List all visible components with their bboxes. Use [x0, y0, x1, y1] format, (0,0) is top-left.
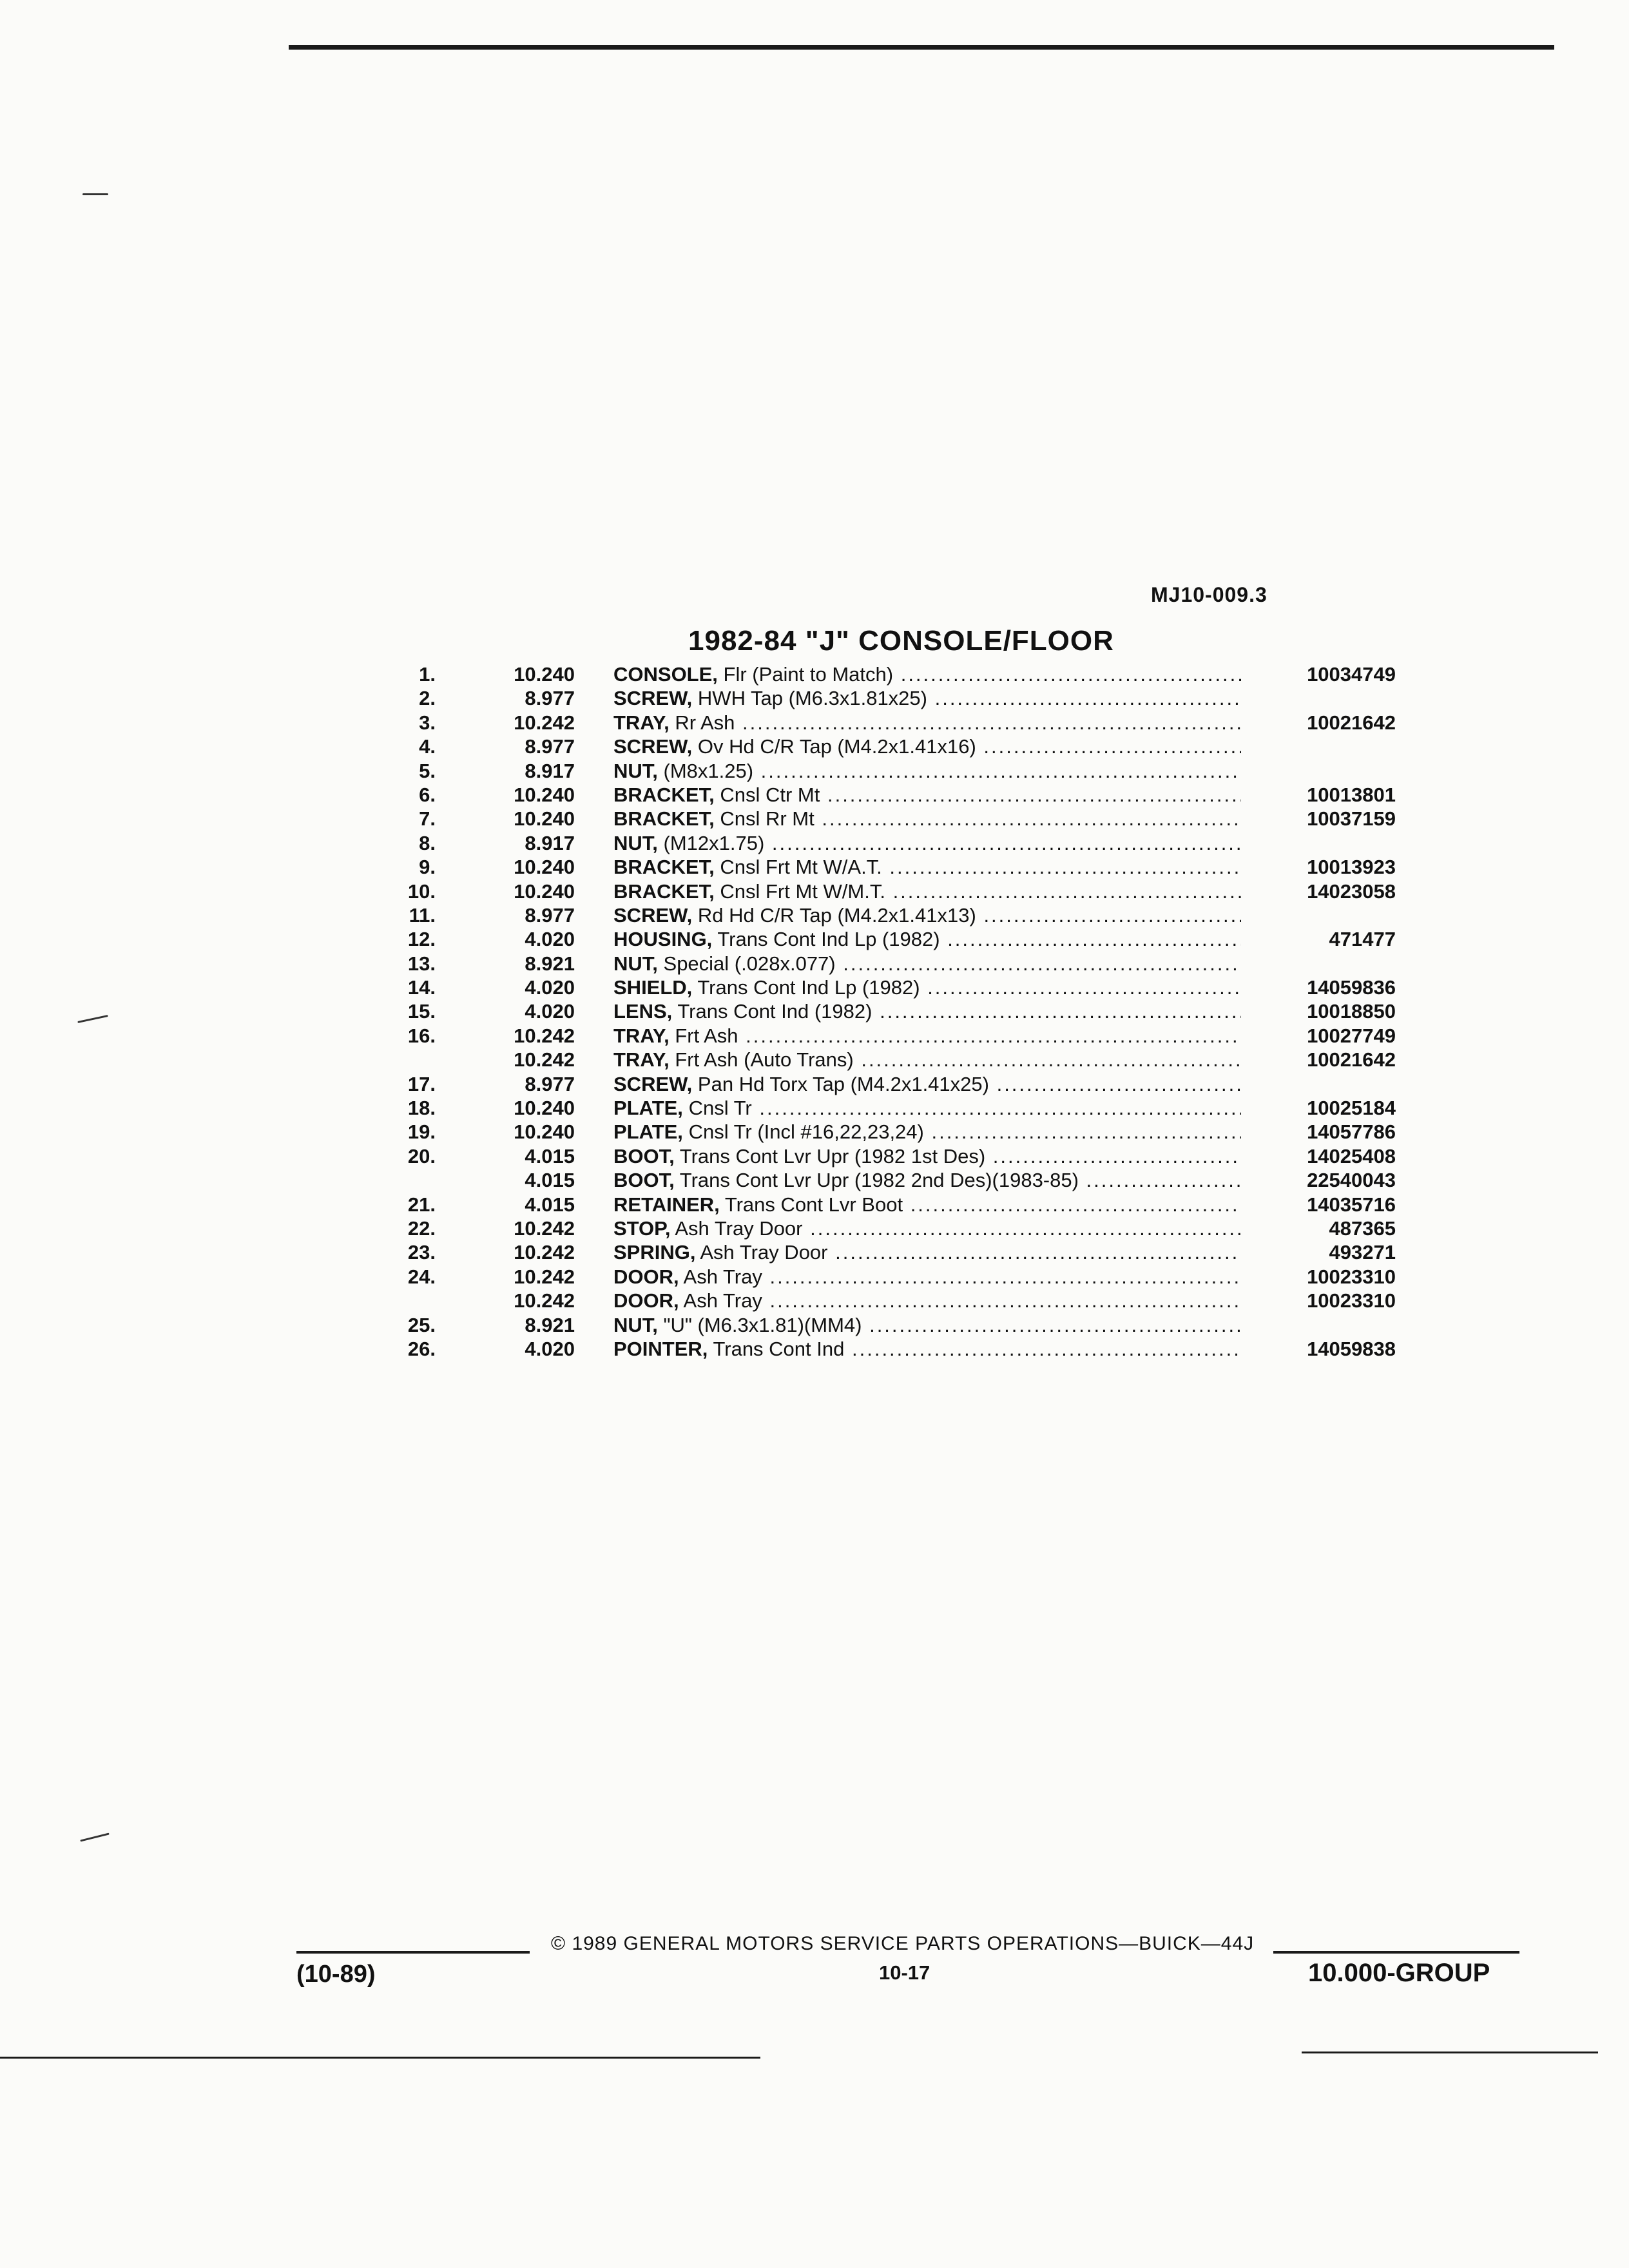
part-number: 10018850: [1307, 1000, 1396, 1023]
part-row: [387, 711, 1396, 735]
part-description: [613, 735, 1241, 758]
part-description: [613, 783, 1241, 807]
item-number: 8.: [419, 831, 436, 854]
part-row: [387, 1193, 1396, 1216]
part-name: SCREW,: [613, 735, 693, 758]
part-description: [613, 759, 1241, 783]
part-name: HOUSING,: [613, 928, 713, 951]
item-number: 26.: [407, 1337, 436, 1360]
item-number: 4.: [419, 735, 436, 758]
part-name: DOOR,: [613, 1289, 679, 1312]
item-number: 5.: [419, 759, 436, 782]
part-name: NUT,: [613, 831, 658, 854]
part-detail: Trans Cont Ind (1982): [677, 1000, 872, 1023]
group-code: 10.240: [514, 783, 575, 806]
group-code: 4.020: [525, 928, 575, 951]
part-description: [613, 1193, 1241, 1216]
part-description: [613, 1289, 1241, 1312]
group-code: 4.020: [525, 1337, 575, 1360]
group-code: 4.020: [525, 976, 575, 999]
part-name: POINTER,: [613, 1337, 708, 1360]
group-code: 10.240: [514, 807, 575, 831]
part-name: STOP,: [613, 1216, 671, 1240]
part-row: [387, 831, 1396, 855]
part-detail: Trans Cont Lvr Upr (1982 1st Des): [679, 1144, 986, 1168]
group-code: 4.015: [525, 1144, 575, 1168]
part-name: NUT,: [613, 952, 658, 975]
group-code: 10.240: [514, 856, 575, 879]
item-number: 19.: [407, 1120, 436, 1144]
part-description: [613, 1072, 1241, 1096]
part-number: 14059836: [1307, 976, 1396, 999]
group-code: 10.242: [514, 1289, 575, 1312]
part-number: 10013801: [1307, 783, 1396, 806]
bottom-rule-right: [1302, 2052, 1598, 2053]
part-row: [387, 879, 1396, 903]
part-description: [613, 879, 1241, 903]
item-number: 22.: [407, 1216, 436, 1240]
part-detail: Rd Hd C/R Tap (M4.2x1.41x13): [697, 903, 976, 927]
part-name: BRACKET,: [613, 879, 715, 903]
item-number: 12.: [407, 928, 436, 951]
part-description: [613, 1313, 1241, 1337]
part-row: [387, 975, 1396, 999]
part-name: BRACKET,: [613, 856, 715, 879]
part-name: PLATE,: [613, 1120, 683, 1144]
group-code: 10.240: [514, 879, 575, 903]
group-code: 10.242: [514, 711, 575, 734]
part-name: BOOT,: [613, 1169, 675, 1192]
part-description: [613, 1024, 1241, 1048]
item-number: 2.: [419, 687, 436, 710]
edge-mark: [82, 193, 108, 195]
part-detail: Cnsl Frt Mt W/M.T.: [720, 879, 885, 903]
part-row: [387, 903, 1396, 927]
part-row: [387, 686, 1396, 710]
part-name: BRACKET,: [613, 807, 715, 831]
part-detail: Ash Tray: [683, 1289, 762, 1312]
part-number: 10027749: [1307, 1024, 1396, 1047]
part-row: [387, 952, 1396, 975]
part-detail: Ash Tray Door: [700, 1241, 828, 1264]
group-code: 8.917: [525, 831, 575, 854]
part-number: 471477: [1329, 928, 1396, 951]
part-description: [613, 1168, 1241, 1192]
part-row: [387, 999, 1396, 1023]
part-row: [387, 1144, 1396, 1168]
part-detail: Cnsl Tr (Incl #16,22,23,24): [688, 1120, 924, 1144]
part-number: 10021642: [1307, 711, 1396, 734]
edge-mark: [80, 1832, 109, 1841]
group-code: 8.917: [525, 759, 575, 782]
part-row: [387, 927, 1396, 951]
item-number: 1.: [419, 663, 436, 686]
part-detail: Trans Cont Ind Lp (1982): [697, 976, 920, 999]
part-row: [387, 1048, 1396, 1072]
part-name: RETAINER,: [613, 1193, 720, 1216]
part-name: BOOT,: [613, 1144, 675, 1168]
part-description: [613, 855, 1241, 879]
part-detail: (M12x1.75): [663, 831, 765, 854]
part-row: [387, 759, 1396, 783]
part-description: [613, 1216, 1241, 1240]
part-row: [387, 1240, 1396, 1264]
part-name: SCREW,: [613, 1072, 693, 1095]
part-description: [613, 927, 1241, 951]
document-reference: MJ10-009.3: [1151, 583, 1268, 606]
part-name: SCREW,: [613, 687, 693, 710]
item-number: 21.: [407, 1193, 436, 1216]
part-name: SCREW,: [613, 903, 693, 927]
part-description: [613, 686, 1241, 710]
item-number: 18.: [407, 1097, 436, 1120]
part-detail: "U" (M6.3x1.81)(MM4): [663, 1313, 862, 1336]
part-number: 10037159: [1307, 807, 1396, 831]
item-number: 7.: [419, 807, 436, 831]
item-number: 6.: [419, 783, 436, 806]
part-row: [387, 662, 1396, 686]
copyright-notice: © 1989 GENERAL MOTORS SERVICE PARTS OPERATIONS—BUICK—44J: [551, 1933, 1255, 1954]
group-code: 10.242: [514, 1265, 575, 1288]
item-number: 23.: [407, 1241, 436, 1264]
part-detail: Frt Ash: [675, 1024, 738, 1047]
item-number: 9.: [419, 856, 436, 879]
revision-date: (10-89): [296, 1961, 376, 1988]
edge-mark: [77, 1015, 108, 1023]
part-description: [613, 1120, 1241, 1144]
group-code: 8.921: [525, 1313, 575, 1336]
part-description: [613, 1144, 1241, 1168]
part-detail: Ash Tray: [683, 1265, 762, 1288]
item-number: 20.: [407, 1144, 436, 1168]
part-detail: Ov Hd C/R Tap (M4.2x1.41x16): [697, 735, 976, 758]
part-row: [387, 783, 1396, 807]
item-number: 24.: [407, 1265, 436, 1288]
part-name: SPRING,: [613, 1241, 696, 1264]
part-number: 14023058: [1307, 879, 1396, 903]
part-name: LENS,: [613, 1000, 673, 1023]
group-code: 4.015: [525, 1169, 575, 1192]
part-detail: Cnsl Ctr Mt: [720, 783, 820, 806]
part-name: CONSOLE,: [613, 663, 718, 686]
item-number: 17.: [407, 1072, 436, 1095]
part-detail: Frt Ash (Auto Trans): [675, 1048, 854, 1072]
part-detail: Special (.028x.077): [663, 952, 836, 975]
part-name: TRAY,: [613, 1048, 670, 1072]
part-detail: Trans Cont Ind Lp (1982): [717, 928, 940, 951]
item-number: 3.: [419, 711, 436, 734]
part-detail: Flr (Paint to Match): [723, 663, 894, 686]
part-description: [613, 1337, 1241, 1361]
part-row: [387, 1289, 1396, 1312]
part-description: [613, 1048, 1241, 1072]
part-number: 10025184: [1307, 1097, 1396, 1120]
page-title: 1982-84 "J" CONSOLE/FLOOR: [688, 625, 1114, 657]
part-detail: Cnsl Tr: [688, 1097, 752, 1120]
bottom-rule-left: [0, 2057, 760, 2059]
item-number: 11.: [409, 903, 436, 927]
footer-rule-left: [296, 1951, 530, 1954]
part-detail: Trans Cont Ind: [713, 1337, 845, 1360]
part-description: [613, 711, 1241, 735]
part-description: [613, 999, 1241, 1023]
part-row: [387, 1072, 1396, 1096]
part-number: 487365: [1329, 1216, 1396, 1240]
part-detail: (M8x1.25): [663, 759, 754, 782]
part-name: BRACKET,: [613, 783, 715, 806]
part-row: [387, 1313, 1396, 1337]
part-name: NUT,: [613, 1313, 658, 1336]
part-row: [387, 1337, 1396, 1361]
part-number: 14035716: [1307, 1193, 1396, 1216]
part-number: 10023310: [1307, 1289, 1396, 1312]
part-number: 14057786: [1307, 1120, 1396, 1144]
part-detail: Rr Ash: [675, 711, 735, 734]
part-description: [613, 831, 1241, 855]
part-number: 493271: [1329, 1241, 1396, 1264]
part-number: 14025408: [1307, 1144, 1396, 1168]
part-description: [613, 1265, 1241, 1289]
group-code: 10.240: [514, 663, 575, 686]
part-detail: Trans Cont Lvr Boot: [724, 1193, 903, 1216]
part-number: 10021642: [1307, 1048, 1396, 1072]
part-name: TRAY,: [613, 1024, 670, 1047]
group-code: 10.240: [514, 1120, 575, 1144]
group-code: 4.020: [525, 1000, 575, 1023]
part-detail: Pan Hd Torx Tap (M4.2x1.41x25): [697, 1072, 989, 1095]
part-number: 14059838: [1307, 1337, 1396, 1360]
top-rule: [289, 45, 1554, 50]
part-row: [387, 1216, 1396, 1240]
part-number: 10013923: [1307, 856, 1396, 879]
part-row: [387, 1168, 1396, 1192]
part-name: SHIELD,: [613, 976, 693, 999]
group-code: 8.977: [525, 687, 575, 710]
item-number: 10.: [407, 879, 436, 903]
part-row: [387, 1120, 1396, 1144]
part-number: 10034749: [1307, 663, 1396, 686]
part-name: DOOR,: [613, 1265, 679, 1288]
group-code: 10.242: [514, 1024, 575, 1047]
item-number: 15.: [407, 1000, 436, 1023]
group-code: 8.977: [525, 903, 575, 927]
part-description: [613, 903, 1241, 927]
part-row: [387, 1096, 1396, 1120]
group-code: 10.242: [514, 1048, 575, 1072]
part-description: [613, 1240, 1241, 1264]
group-code: 8.921: [525, 952, 575, 975]
parts-list: [387, 662, 1396, 1361]
part-row: [387, 855, 1396, 879]
part-description: [613, 807, 1241, 831]
part-name: PLATE,: [613, 1097, 683, 1120]
part-name: NUT,: [613, 759, 658, 782]
group-code: 8.977: [525, 735, 575, 758]
item-number: 25.: [407, 1313, 436, 1336]
group-code: 8.977: [525, 1072, 575, 1095]
part-number: 22540043: [1307, 1169, 1396, 1192]
footer-rule-right: [1273, 1951, 1519, 1954]
group-code: 10.242: [514, 1216, 575, 1240]
item-number: 14.: [407, 976, 436, 999]
part-row: [387, 735, 1396, 758]
part-row: [387, 807, 1396, 831]
part-detail: HWH Tap (M6.3x1.81x25): [697, 687, 927, 710]
part-detail: Cnsl Rr Mt: [720, 807, 815, 831]
part-detail: Ash Tray Door: [675, 1216, 803, 1240]
part-description: [613, 662, 1241, 686]
part-description: [613, 975, 1241, 999]
part-detail: Cnsl Frt Mt W/A.T.: [720, 856, 882, 879]
group-code: 4.015: [525, 1193, 575, 1216]
part-name: TRAY,: [613, 711, 670, 734]
part-description: [613, 952, 1241, 975]
part-detail: Trans Cont Lvr Upr (1982 2nd Des)(1983-85): [679, 1169, 1079, 1192]
part-row: [387, 1024, 1396, 1048]
part-number: 10023310: [1307, 1265, 1396, 1288]
group-code: 10.240: [514, 1097, 575, 1120]
item-number: 16.: [407, 1024, 436, 1047]
group-number: 10.000-GROUP: [1308, 1959, 1490, 1987]
part-row: [387, 1265, 1396, 1289]
item-number: 13.: [407, 952, 436, 975]
page-number: 10-17: [879, 1961, 930, 1984]
part-description: [613, 1096, 1241, 1120]
group-code: 10.242: [514, 1241, 575, 1264]
